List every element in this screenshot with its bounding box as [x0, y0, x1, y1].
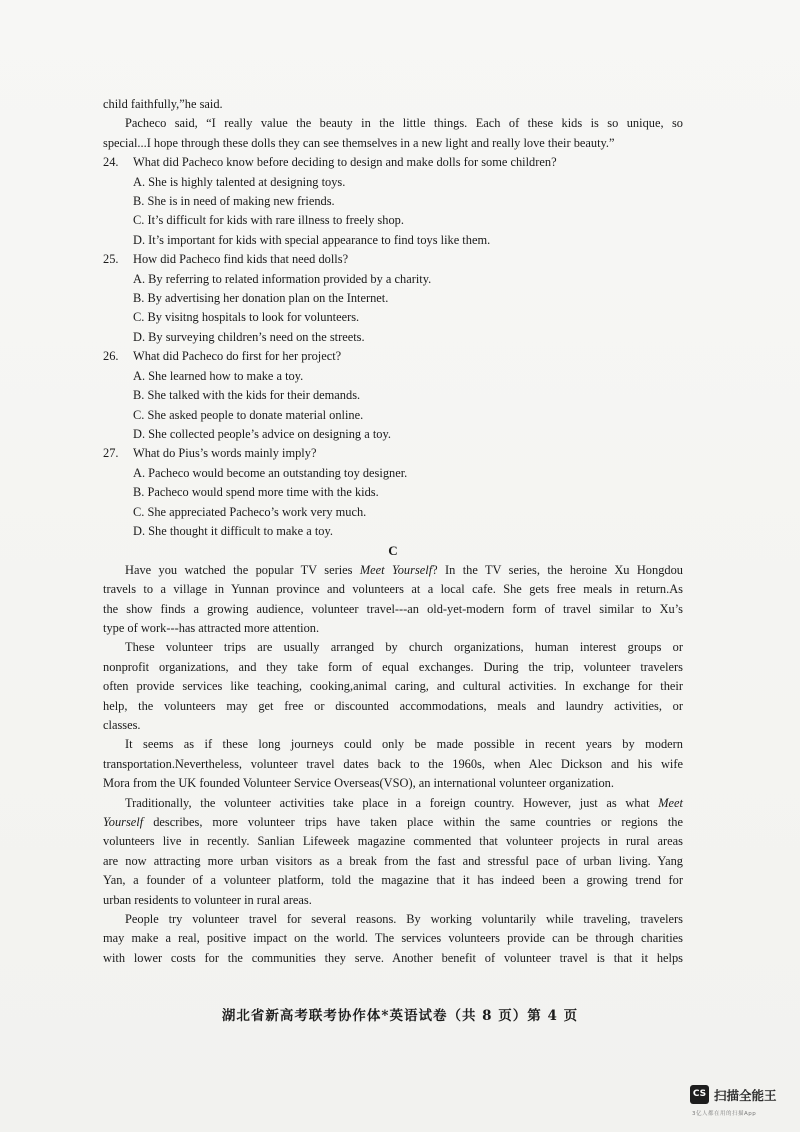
- text-line: urban residents to volunteer in rural areas.: [103, 892, 312, 907]
- option: A. By referring to related information provided by a charity.: [133, 271, 432, 286]
- question-text: What did Pacheco do first for her project?: [133, 349, 342, 364]
- question-27: [103, 444, 683, 541]
- page-content: [103, 95, 683, 968]
- text-line: [103, 794, 683, 813]
- option: D. It’s important for kids with special appearance to find toys like them.: [133, 232, 491, 247]
- text-span: describes, more volunteer trips have taken place within the same countries or regions the: [143, 815, 683, 830]
- text-line: may make a real, positive impact on the world. The services volunteers provide can be through charities: [103, 931, 683, 946]
- text-line: help, the volunteers may get free or discounted accommodations, meals and laundry activities, or: [103, 698, 683, 713]
- text-line: classes.: [103, 717, 141, 732]
- show-title: Meet: [658, 795, 683, 810]
- option: A. She learned how to make a toy.: [133, 368, 304, 383]
- question-26: [103, 347, 683, 444]
- question-text: How did Pacheco find kids that need dolls?: [133, 252, 349, 267]
- option: D. By surveying children’s need on the streets.: [133, 329, 365, 344]
- page-footer: 湖北省新高考联考协作体*英语试卷（共 8 页）第 4 页: [221, 1008, 579, 1024]
- paragraph-2: [103, 638, 683, 735]
- question-25: [103, 250, 683, 347]
- option: C. She appreciated Pacheco’s work very much.: [133, 504, 367, 519]
- paragraph-1: [103, 561, 683, 639]
- question-stem: [103, 153, 683, 172]
- option: B. Pacheco would spend more time with the kids.: [133, 485, 379, 500]
- text-line: type of work---has attracted more attention.: [103, 620, 320, 635]
- text-line: the show finds a growing audience, volunteer travel---an old-yet-modern form of travel similar to Xu’s: [103, 601, 683, 616]
- question-stem: [103, 347, 683, 366]
- question-text: What do Pius’s words mainly imply?: [133, 446, 317, 461]
- question-stem: [103, 250, 683, 269]
- question-text: What did Pacheco know before deciding to design and make dolls for some children?: [133, 155, 557, 170]
- paragraph-4: [103, 794, 683, 910]
- camscanner-name: 扫描全能王: [714, 1088, 777, 1103]
- text-line: often provide services like teaching, cooking,animal caring, and cultural activities. In exchange for their: [103, 679, 683, 694]
- camscanner-logo-icon: CS: [690, 1085, 709, 1104]
- option: C. It’s difficult for kids with rare illness to freely shop.: [133, 213, 404, 228]
- option: D. She collected people’s advice on designing a toy.: [133, 426, 391, 441]
- text-line: People try volunteer travel for several reasons. By working voluntarily while traveling, travelers: [125, 912, 683, 927]
- text-line: are now attracting more urban visitors as a break from the fast and stressful pace of urban living. Yang: [103, 853, 683, 868]
- text-line: Pacheco said, “I really value the beauty in the little things. Each of these kids is so unique, so: [125, 116, 683, 131]
- text-line: Yan, a founder of a volunteer platform, told the magazine that it has indeed been a growing trend for: [103, 873, 683, 888]
- text-span: Have you watched the popular TV series: [125, 562, 360, 577]
- question-number: 24.: [103, 155, 119, 170]
- question-number: 27.: [103, 446, 119, 461]
- text-line: travels to a village in Yunnan province and volunteers at a local cafe. She gets free meals in return.As: [103, 582, 683, 597]
- section-heading: C: [388, 543, 398, 559]
- text-line: [103, 561, 683, 580]
- question-24: [103, 153, 683, 250]
- question-stem: [103, 444, 683, 463]
- text-span: ? In the TV series, the heroine Xu Hongdou: [432, 562, 683, 577]
- text-span: Traditionally, the volunteer activities take place in a foreign country. However, just as what: [125, 795, 659, 810]
- paragraph-5: [103, 910, 683, 968]
- text-line: special...I hope through these dolls they can see themselves in a new light and really love their beauty.”: [103, 135, 615, 150]
- text-line: Mora from the UK founded Volunteer Service Overseas(VSO), an international volunteer organization.: [103, 776, 614, 791]
- show-title: Yourself: [103, 815, 144, 830]
- text-line: [103, 813, 683, 832]
- text-line: transportation.Nevertheless, volunteer travel dates back to the 1960s, when Alec Dickson and his wife: [103, 756, 683, 771]
- option: A. She is highly talented at designing toys.: [133, 174, 346, 189]
- option: C. By visitng hospitals to look for volunteers.: [133, 310, 360, 325]
- text-line: It seems as if these long journeys could only be made possible in recent years by modern: [125, 737, 683, 752]
- text-line: nonprofit organizations, and they take form of equal exchanges. During the trip, volunteer travelers: [103, 659, 683, 674]
- option: B. She is in need of making new friends.: [133, 194, 335, 209]
- text-line: child faithfully,”he said.: [103, 97, 223, 111]
- camscanner-tagline: 3亿人都在用的扫描App: [692, 1111, 757, 1117]
- camscanner-watermark: [690, 1085, 795, 1125]
- question-number: 25.: [103, 252, 119, 267]
- question-number: 26.: [103, 349, 119, 364]
- text-line: with lower costs for the communities they serve. Another benefit of volunteer travel is that it helps: [103, 950, 683, 965]
- paragraph-3: [103, 735, 683, 793]
- option: B. She talked with the kids for their demands.: [133, 388, 361, 403]
- option: A. Pacheco would become an outstanding toy designer.: [133, 465, 408, 480]
- text-line: volunteers live in recently. Sanlian Lifeweek magazine commented that volunteer projects in rural areas: [103, 834, 683, 849]
- option: B. By advertising her donation plan on the Internet.: [133, 291, 389, 306]
- option: D. She thought it difficult to make a toy.: [133, 523, 333, 538]
- show-title: Meet Yourself: [359, 562, 433, 577]
- option: C. She asked people to donate material online.: [133, 407, 364, 422]
- text-line: These volunteer trips are usually arranged by church organizations, human interest groups or: [125, 640, 683, 655]
